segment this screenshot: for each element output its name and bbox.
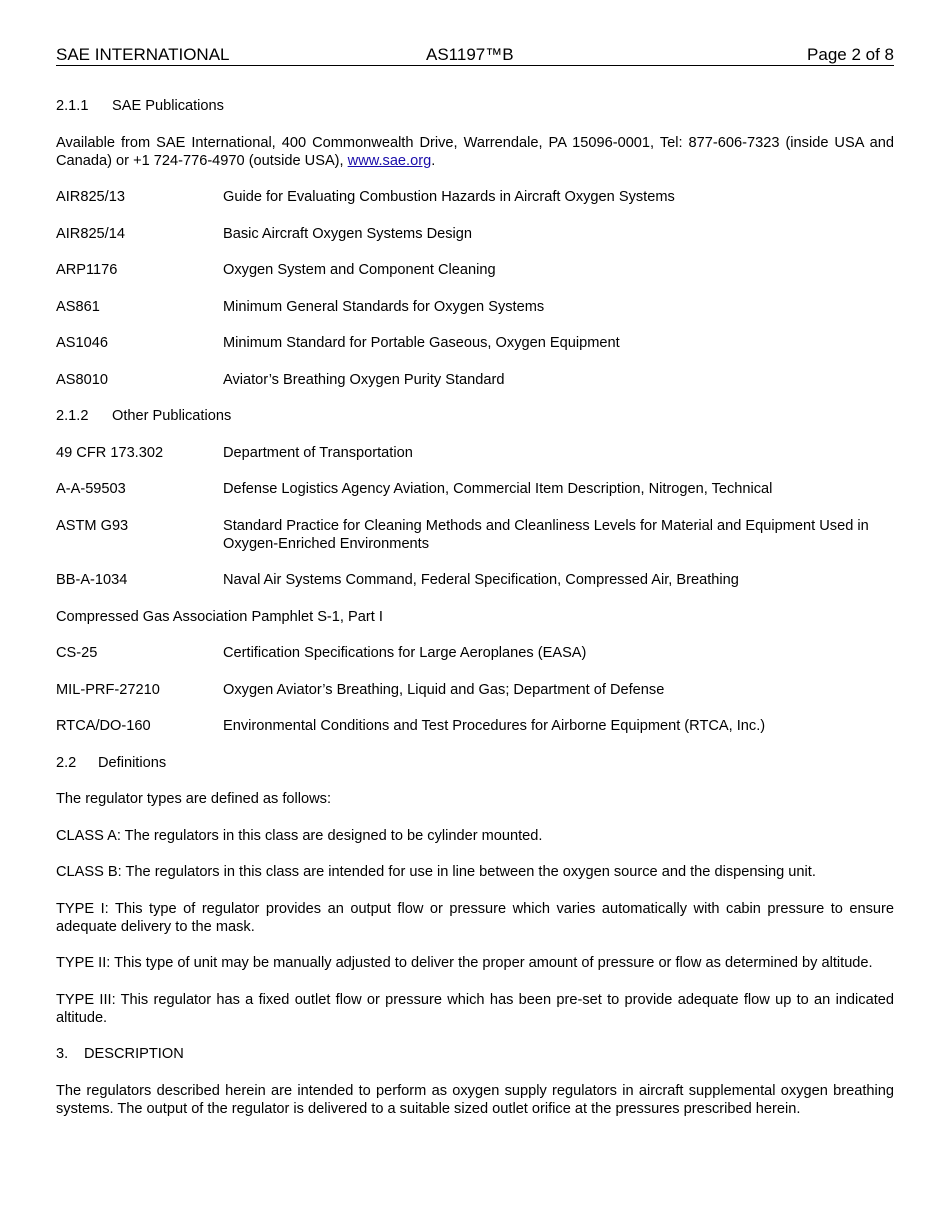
reference-entry bbox=[56, 444, 894, 462]
reference-code: ARP1176 bbox=[56, 262, 118, 278]
reference-title: Certification Specifications for Large Aeroplanes (EASA) bbox=[223, 645, 587, 661]
section-heading-2-1-1 bbox=[56, 97, 894, 115]
page-header bbox=[56, 44, 894, 66]
section-heading-3 bbox=[56, 1045, 894, 1063]
reference-code: ASTM G93 bbox=[56, 517, 129, 534]
reference-entry bbox=[56, 225, 894, 243]
description-paragraph: The regulators described herein are intended to perform as oxygen supply regulators in aircraft supplemental oxygen breathing systems. The output of the regulator is delivered to a suitable sized outlet orifice at the pressures prescribed herein. bbox=[56, 1082, 894, 1117]
definition-type-ii: TYPE II: This type of unit may be manually adjusted to deliver the proper amount of pressure or flow as determined by altitude. bbox=[56, 955, 873, 971]
page-body bbox=[56, 97, 894, 1136]
reference-code: AS1046 bbox=[56, 335, 108, 351]
section-heading-2-2 bbox=[56, 754, 894, 772]
reference-entry bbox=[56, 644, 894, 662]
reference-code: AS8010 bbox=[56, 371, 108, 388]
reference-title: Guide for Evaluating Combustion Hazards in Aircraft Oxygen Systems bbox=[223, 189, 675, 205]
reference-title: Defense Logistics Agency Aviation, Commercial Item Description, Nitrogen, Technical bbox=[223, 481, 773, 497]
reference-title: Minimum Standard for Portable Gaseous, Oxygen Equipment bbox=[223, 335, 620, 351]
reference-title: Department of Transportation bbox=[223, 444, 413, 461]
definition-type-iii: TYPE III: This regulator has a fixed outlet flow or pressure which has been pre-set to provide adequate flow up to an indicated altitude. bbox=[56, 991, 894, 1026]
reference-entry bbox=[56, 334, 894, 352]
header-page-number: Page 2 of 8 bbox=[807, 45, 894, 64]
reference-entry bbox=[56, 298, 894, 316]
section-number: 2.2 bbox=[56, 754, 77, 771]
reference-entry bbox=[56, 681, 894, 699]
reference-title: Naval Air Systems Command, Federal Specification, Compressed Air, Breathing bbox=[223, 572, 739, 588]
reference-code: CS-25 bbox=[56, 645, 98, 661]
reference-code: AS861 bbox=[56, 298, 100, 315]
reference-code: 49 CFR 173.302 bbox=[56, 444, 164, 461]
definition-class-a: CLASS A: The regulators in this class are designed to be cylinder mounted. bbox=[56, 827, 543, 844]
reference-code: AIR825/14 bbox=[56, 225, 125, 242]
reference-entry bbox=[56, 371, 894, 389]
reference-code: RTCA/DO-160 bbox=[56, 718, 151, 734]
section-title: SAE Publications bbox=[112, 98, 224, 114]
header-organization: SAE INTERNATIONAL bbox=[56, 45, 230, 64]
reference-title: Oxygen Aviator’s Breathing, Liquid and Gas; Department of Defense bbox=[223, 681, 665, 698]
availability-text-end: . bbox=[431, 152, 436, 169]
reference-title: Minimum General Standards for Oxygen Systems bbox=[223, 298, 545, 315]
section-number: 2.1.1 bbox=[56, 98, 89, 114]
reference-entry bbox=[56, 188, 894, 206]
section-title: Definitions bbox=[98, 754, 167, 771]
sae-website-link[interactable]: www.sae.org bbox=[347, 152, 432, 169]
standalone-reference: Compressed Gas Association Pamphlet S-1, Part I bbox=[56, 608, 383, 625]
reference-code: BB-A-1034 bbox=[56, 572, 128, 588]
reference-entry bbox=[56, 517, 894, 553]
reference-entry bbox=[56, 571, 894, 589]
sae-availability-paragraph bbox=[56, 134, 894, 170]
section-title: Other Publications bbox=[112, 408, 232, 424]
section-number: 3. bbox=[56, 1046, 69, 1062]
reference-code: MIL-PRF-27210 bbox=[56, 681, 160, 698]
section-number: 2.1.2 bbox=[56, 408, 89, 424]
definition-class-b: CLASS B: The regulators in this class are intended for use in line between the oxygen source and the dispensing unit. bbox=[56, 864, 816, 880]
reference-title: Standard Practice for Cleaning Methods and Cleanliness Levels for Material and Equipment Used in Oxygen-Enriched Environments bbox=[223, 517, 869, 552]
reference-entry bbox=[56, 480, 894, 498]
reference-title: Oxygen System and Component Cleaning bbox=[223, 262, 496, 278]
definitions-intro: The regulator types are defined as follows: bbox=[56, 791, 332, 807]
reference-title: Basic Aircraft Oxygen Systems Design bbox=[223, 225, 472, 242]
reference-code: A-A-59503 bbox=[56, 481, 126, 497]
availability-text: Available from SAE International, 400 Commonwealth Drive, Warrendale, PA 15096-0001, Tel: 877-606-7323 (inside USA and Canada) or +1 724-776-4970 (outside USA), bbox=[56, 134, 894, 169]
header-document-number: AS1197™B bbox=[426, 45, 514, 64]
reference-entry bbox=[56, 717, 894, 735]
reference-title: Aviator’s Breathing Oxygen Purity Standard bbox=[223, 371, 505, 388]
section-heading-2-1-2 bbox=[56, 407, 894, 425]
reference-code: AIR825/13 bbox=[56, 189, 125, 205]
section-title: DESCRIPTION bbox=[84, 1046, 184, 1062]
reference-title: Environmental Conditions and Test Procedures for Airborne Equipment (RTCA, Inc.) bbox=[223, 718, 766, 734]
reference-entry bbox=[56, 261, 894, 279]
definition-type-i: TYPE I: This type of regulator provides an output flow or pressure which varies automatically with cabin pressure to ensure adequate delivery to the mask. bbox=[56, 900, 894, 935]
